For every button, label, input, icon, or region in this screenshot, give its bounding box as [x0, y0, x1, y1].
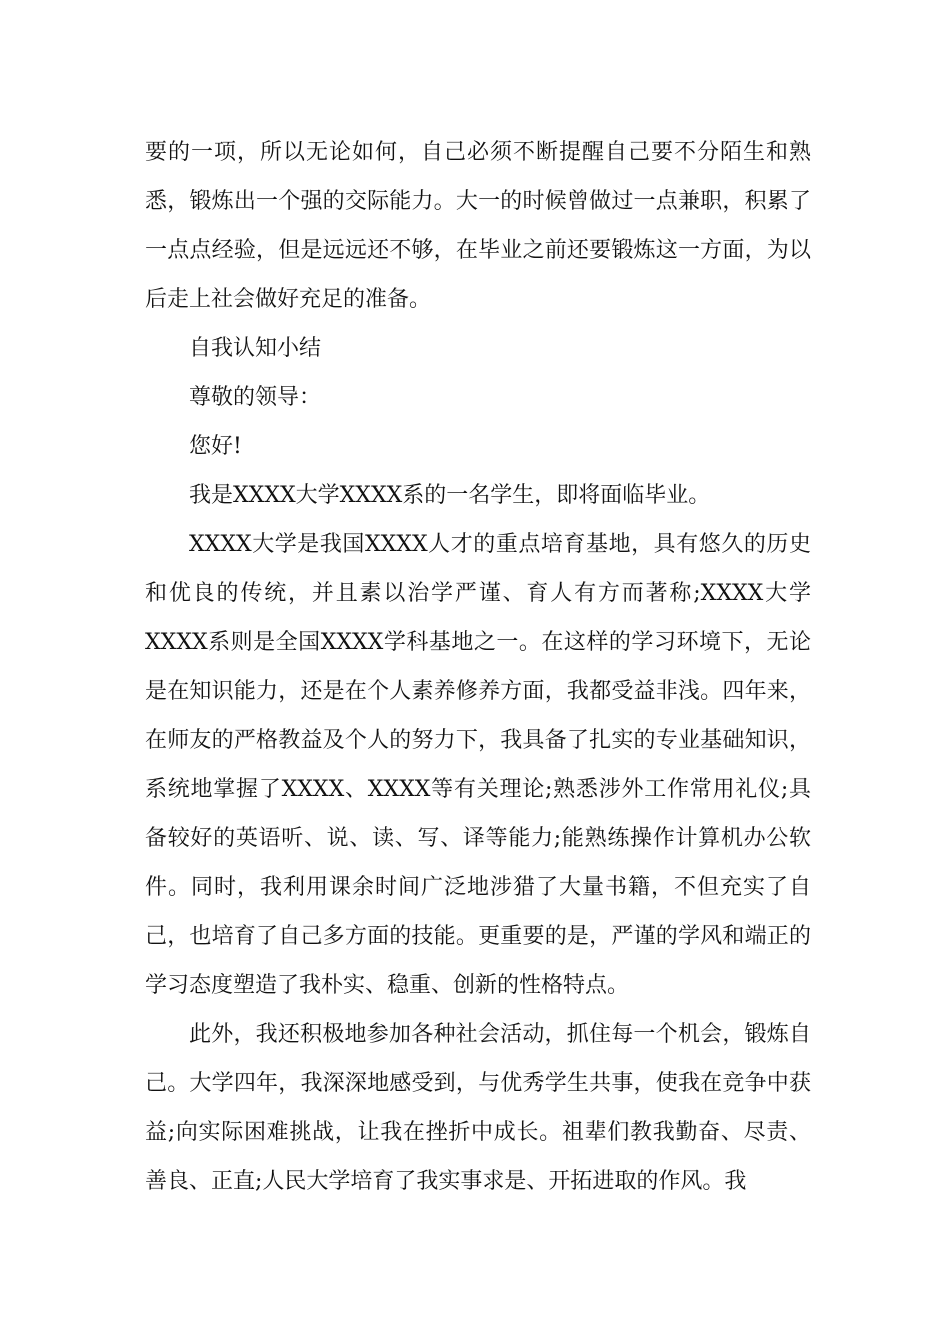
paragraph-continuation: 要的一项，所以无论如何，自己必须不断提醒自己要不分陌生和熟悉，锻炼出一个强的交际能力。大一的时候曾做过一点兼职，积累了一点点经验，但是远远还不够，在毕业之前还要锻炼这一方面，为以后走上社会做好充足的准备。	[145, 140, 811, 312]
paragraph-intro: 我是XXXX大学XXXX系的一名学生，即将面临毕业。	[189, 483, 711, 508]
paragraph-activities: 此外，我还积极地参加各种社会活动，抓住每一个机会，锻炼自己。大学四年，我深深地感受到，与优秀学生共事，使我在竞争中获益;向实际困难挑战，让我在挫折中成长。祖辈们教我勤奋、尽责、善良、正直;人民大学培育了我实事求是、开拓进取的作风。我	[145, 1022, 811, 1194]
paragraph-university: XXXX大学是我国XXXX人才的重点培育基地，具有悠久的历史和优良的传统，并且素以治学严谨、育人有方而著称;XXXX大学XXXX系则是全国XXXX学科基地之一。在这样的学习环境下，无论是在知识能力，还是在个人素养修养方面，我都受益非浅。四年来，在师友的严格教益及个人的努力下，我具备了扎实的专业基础知识，系统地掌握了XXXX、XXXX等有关理论;熟悉涉外工作常用礼仪;具备较好的英语听、说、读、写、译等能力;能熟练操作计算机办公软件。同时，我利用课余时间广泛地涉猎了大量书籍，不但充实了自己，也培育了自己多方面的技能。更重要的是，严谨的学风和端正的学习态度塑造了我朴实、稳重、创新的性格特点。	[145, 532, 811, 998]
section-heading: 自我认知小结	[189, 336, 322, 361]
greeting: 您好!	[189, 434, 242, 459]
salutation: 尊敬的领导：	[189, 385, 322, 410]
document-body	[145, 128, 811, 1206]
